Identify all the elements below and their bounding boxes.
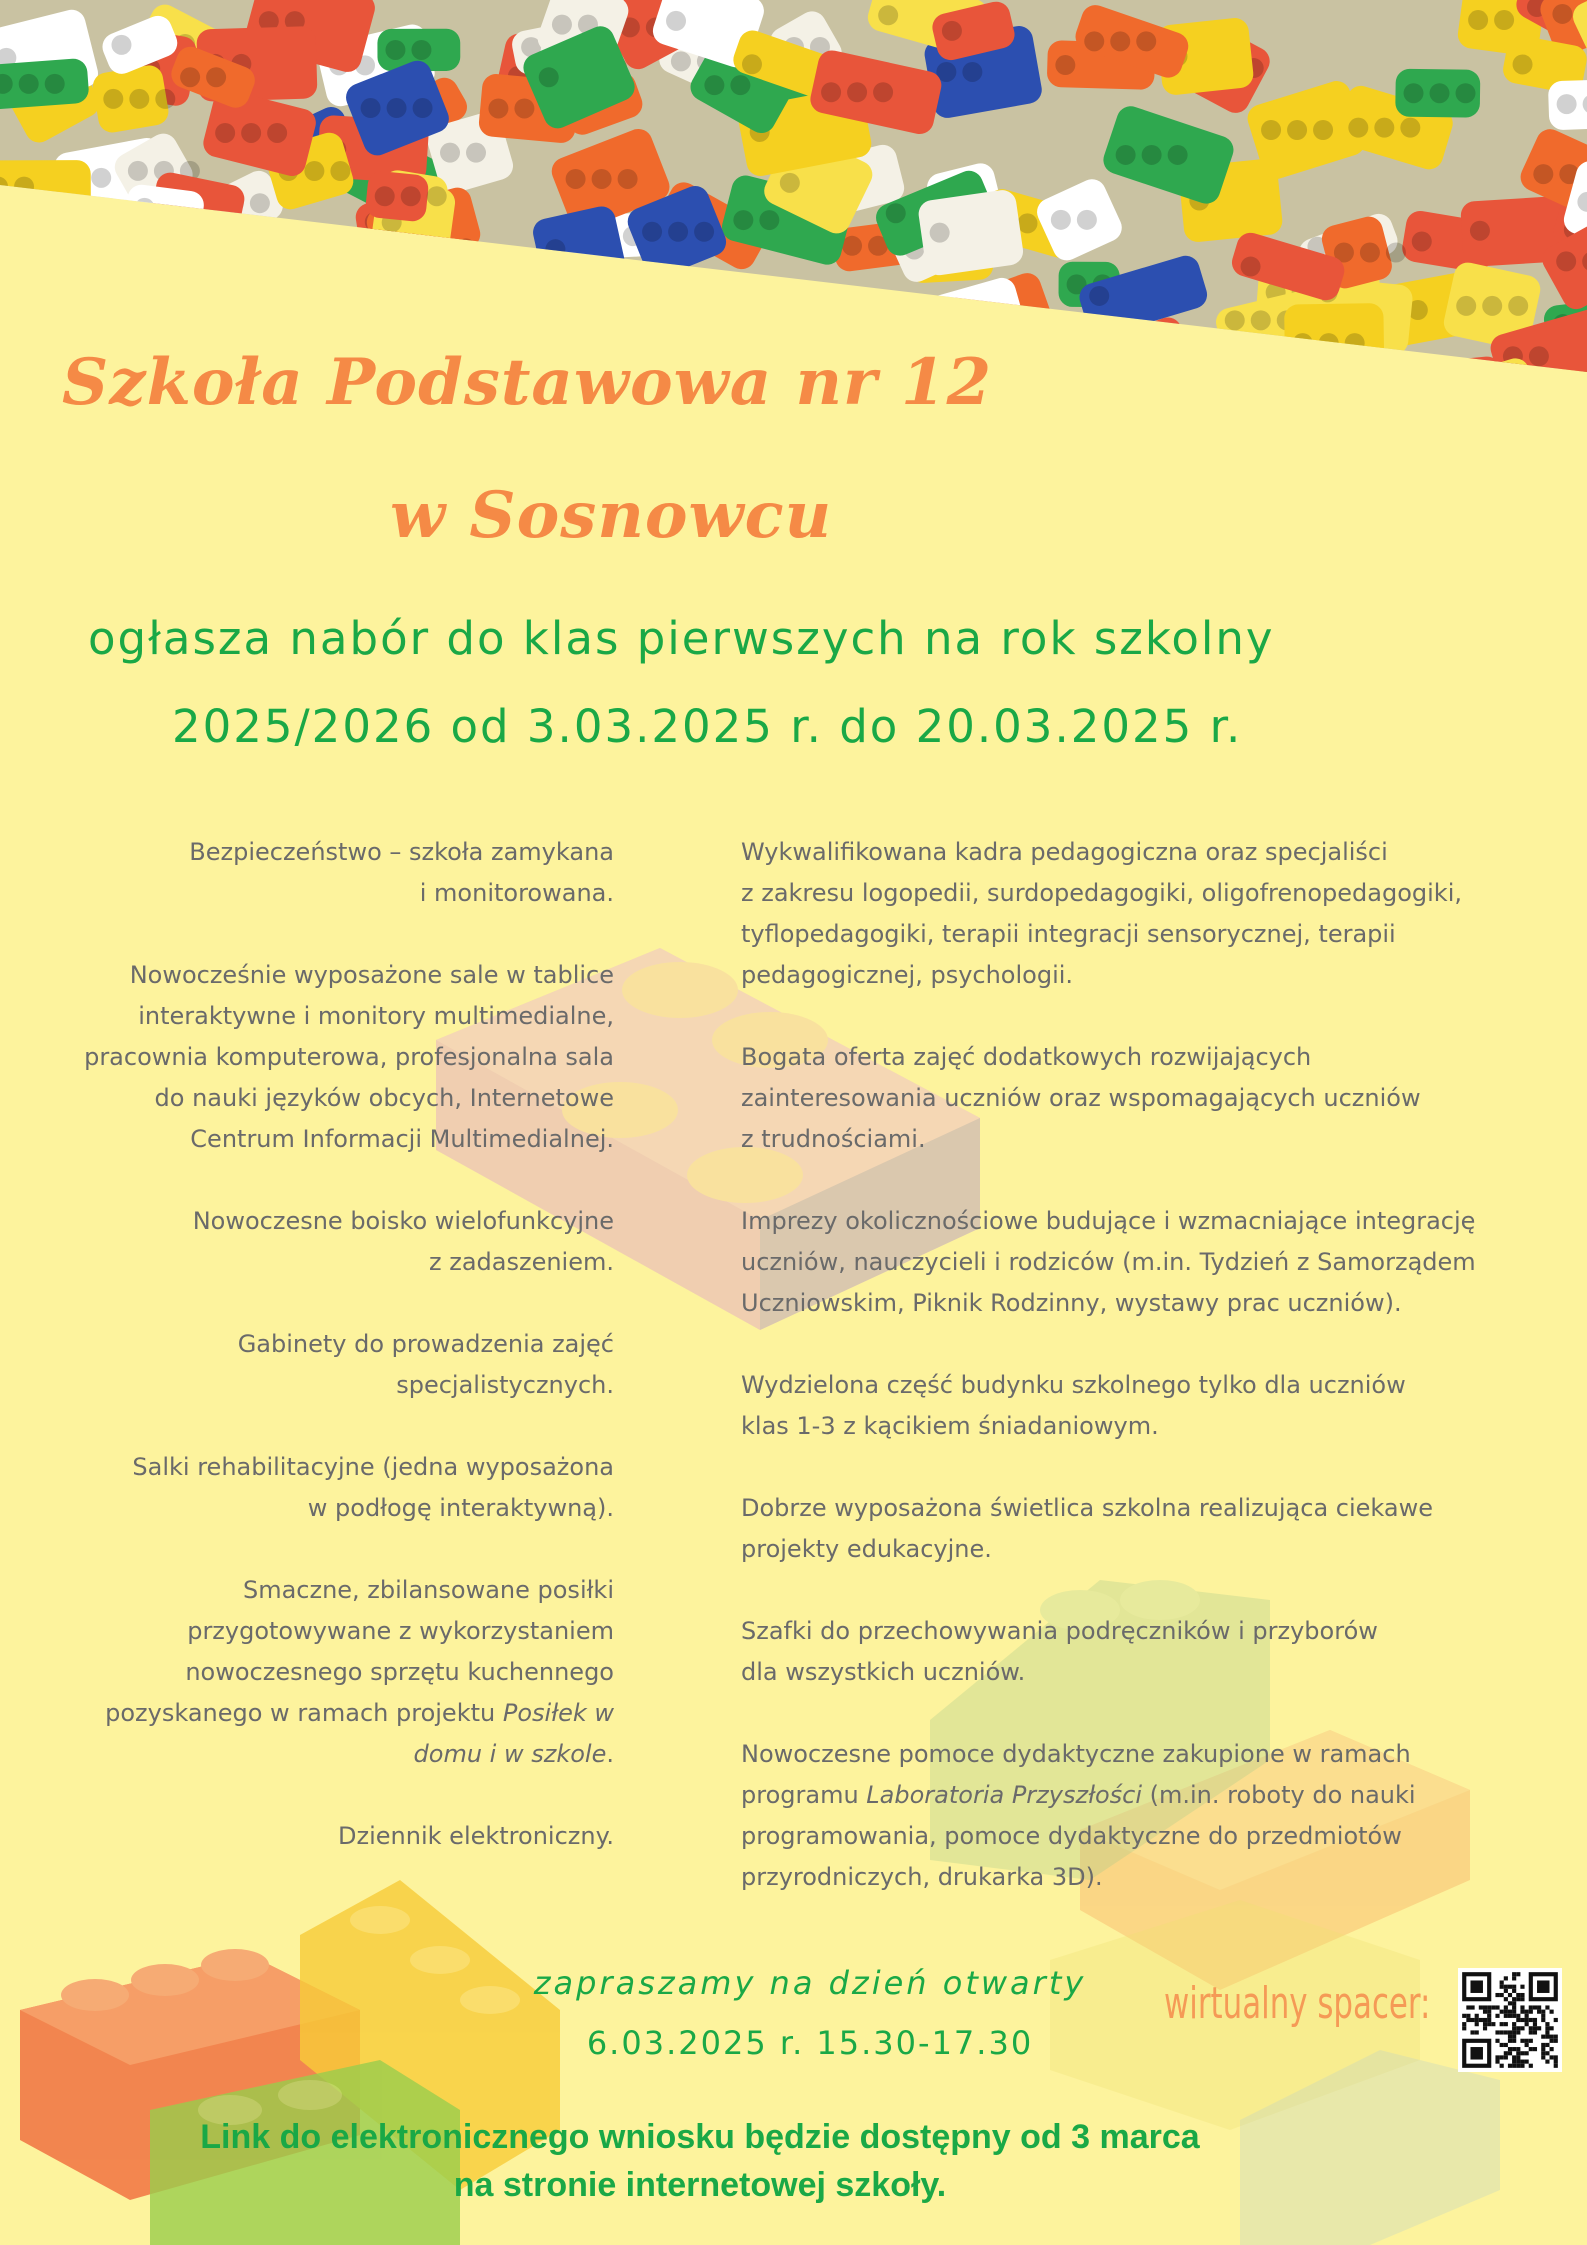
enrollment-subtitle-line2: 2025/2026 od 3.03.2025 r. do 20.03.2025 r. [172,700,1243,753]
feature-item-lab [741,1734,1521,1898]
feature-item: Imprezy okolicznościowe budujące i wzmacniające integrację uczniów, nauczycieli i rodziców (m.in. Tydzień z Samorządem Uczniowskim, Piknik Rodzinny, wystawy prac uczniów). [741,1207,1476,1317]
school-title-line2: w Sosnowcu [390,478,833,553]
feature-item: Nowocześnie wyposażone sale w tablice interaktywne i monitory multimedialne, pracownia komputerowa, profesjonalna sala do nauki języków obcych, Internetowe Centrum Informacji Multimedialnej. [84,961,614,1153]
feature-item: Wykwalifikowana kadra pedagogiczna oraz specjaliści z zakresu logopedii, surdopedagogiki, oligofrenopedagogiki, tyflopedagogiki, terapii integracji sensorycznej, terapii pedagogicznej, psychologii. [741,838,1462,989]
school-title-line1: Szkoła Podstawowa nr 12 [62,345,993,420]
feature-item: Bezpieczeństwo – szkoła zamykana i monitorowana. [189,838,614,907]
feature-item: Gabinety do prowadzenia zajęć specjalistycznych. [237,1330,614,1399]
lab-end: (m.in. roboty do nauki programowania, pomoce dydaktyczne do przedmiotów przyrodniczych, drukarka 3D). [741,1781,1416,1891]
open-day-date: 6.03.2025 r. 15.30-17.30 [586,2024,1034,2062]
feature-item: Dziennik elektroniczny. [338,1822,614,1850]
feature-item: Wydzielona część budynku szkolnego tylko dla uczniów klas 1-3 z kącikiem śniadaniowym. [741,1371,1406,1440]
lab-text: Nowoczesne pomoce dydaktyczne zakupione w ramach programu [741,1740,1411,1809]
virtual-tour-label: wirtualny spacer: [1164,1978,1431,2029]
lab-program-name: Laboratoria Przyszłości [866,1781,1143,1809]
features-left-column [40,832,614,1898]
feature-item: Salki rehabilitacyjne (jedna wyposażona w podłogę interaktywną). [132,1453,614,1522]
feature-item-meals [40,1570,614,1775]
feature-item: Nowoczesne boisko wielofunkcyjne z zadaszeniem. [192,1207,614,1276]
feature-item: Bogata oferta zajęć dodatkowych rozwijających zainteresowania uczniów oraz wspomagających uczniów z trudnościami. [741,1043,1421,1153]
feature-item: Szafki do przechowywania podręczników i przyborów dla wszystkich uczniów. [741,1617,1378,1686]
open-day-title: zapraszamy na dzień otwarty [533,1964,1087,2002]
enrollment-subtitle-line1: ogłasza nabór do klas pierwszych na rok szkolny [88,612,1275,665]
feature-item: Dobrze wyposażona świetlica szkolna realizująca ciekawe projekty edukacyjne. [741,1494,1434,1563]
meals-project-name: Posiłek w domu i w szkole [413,1699,614,1768]
meals-end: . [606,1740,614,1768]
meals-text: Smaczne, zbilansowane posiłki przygotowywane z wykorzystaniem nowoczesnego sprzętu kuchennego pozyskanego w ramach projektu [105,1576,614,1727]
features-right-column [741,832,1521,1939]
qr-code-icon[interactable] [1458,1968,1562,2072]
application-link-note-line1: Link do elektronicznego wniosku będzie dostępny od 3 marca [200,2118,1200,2156]
application-link-note-line2: na stronie internetowej szkoły. [453,2166,947,2204]
